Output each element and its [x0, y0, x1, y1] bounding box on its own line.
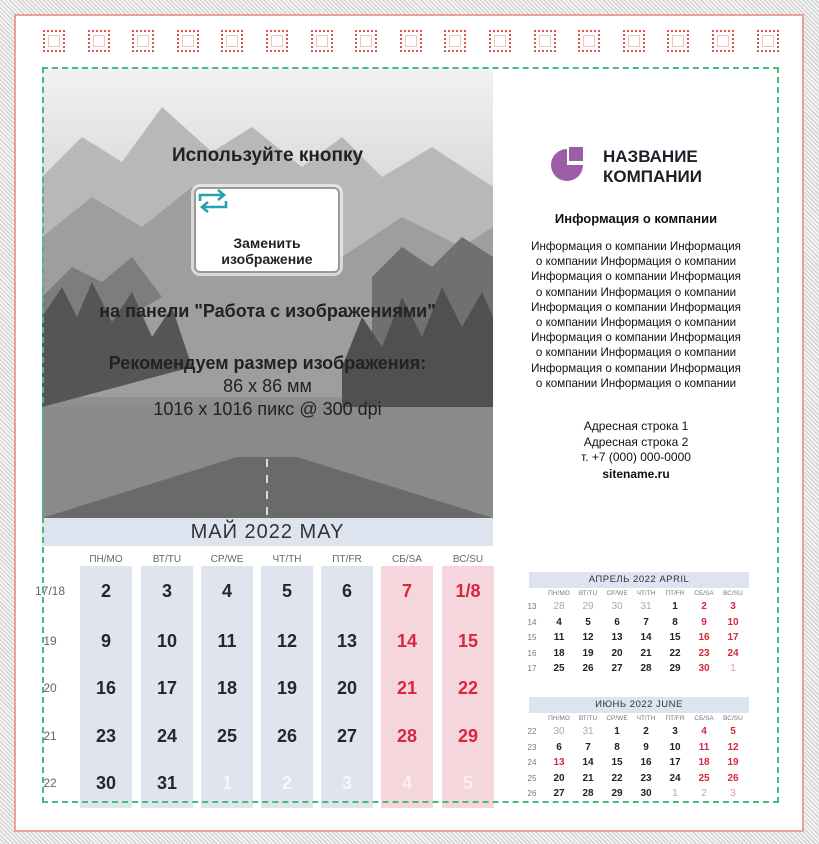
- mini-week-number: 17: [527, 664, 537, 673]
- binding-hole: [132, 30, 154, 52]
- binding-hole: [757, 30, 779, 52]
- week-number: 21: [43, 729, 57, 743]
- binding-hole: [712, 30, 734, 52]
- replace-image-button[interactable]: [194, 187, 340, 273]
- binding-hole: [489, 30, 511, 52]
- mini-day-cell[interactable]: 24: [669, 772, 681, 784]
- day-cell[interactable]: 10: [141, 616, 193, 666]
- mini-day-cell[interactable]: 21: [582, 772, 594, 784]
- mini-day-cell[interactable]: 17: [727, 632, 739, 643]
- mini-day-cell[interactable]: 8: [614, 741, 620, 753]
- mini-day-cell[interactable]: 18: [553, 647, 565, 659]
- mini-day-cell[interactable]: 24: [727, 647, 739, 659]
- mini-day-cell[interactable]: 19: [727, 757, 739, 768]
- binding-holes: [16, 30, 802, 54]
- binding-hole: [400, 30, 422, 52]
- day-cell[interactable]: 12: [261, 616, 313, 666]
- binding-hole: [43, 30, 65, 52]
- mini-day-cell[interactable]: 23: [640, 772, 652, 784]
- size-px: 1016 x 1016 пикс @ 300 dpi: [153, 399, 382, 419]
- info-line: Информация о компании Информация: [531, 361, 741, 375]
- day-cell[interactable]: 14: [381, 616, 433, 666]
- mini-day-cell[interactable]: 29: [582, 601, 594, 612]
- mini-day-cell[interactable]: 28: [640, 663, 652, 674]
- mini-day-cell[interactable]: 30: [698, 663, 710, 674]
- week-number: 20: [43, 681, 57, 695]
- mountain-road-image: [42, 67, 493, 518]
- size-mm: 86 x 86 мм: [223, 376, 312, 396]
- binding-hole: [623, 30, 645, 52]
- mini-day-cell[interactable]: 16: [698, 632, 710, 643]
- mini-day-cell[interactable]: 30: [611, 601, 623, 612]
- mini-day-cell[interactable]: 3: [672, 726, 678, 737]
- address-line-2: Адресная строка 2: [583, 434, 689, 449]
- day-cell[interactable]: 11: [201, 616, 253, 666]
- mini-weekday-label: СР/WE: [606, 715, 628, 722]
- address-line-1: Адресная строка 1: [583, 419, 689, 433]
- day-cell[interactable]: 5: [261, 566, 313, 616]
- mini-day-cell[interactable]: 30: [640, 788, 652, 799]
- mini-day-cell[interactable]: 11: [553, 632, 565, 643]
- weekday-label: ПТ/FR: [332, 554, 362, 565]
- mini-day-cell[interactable]: 22: [669, 647, 681, 659]
- week-number: 17/18: [34, 584, 66, 598]
- mini-day-cell[interactable]: 1: [614, 726, 620, 737]
- mini-day-cell[interactable]: 4: [556, 616, 562, 628]
- mini-day-cell[interactable]: 9: [643, 741, 649, 753]
- panel-hint-text: на панели "Работа с изображениями": [99, 301, 436, 321]
- weekday-label: СБ/SA: [392, 554, 422, 565]
- mini-day-cell[interactable]: 31: [582, 726, 594, 737]
- replace-image-label: Заменить изображение: [221, 235, 313, 267]
- day-cell[interactable]: 22: [442, 663, 494, 713]
- mini-day-cell[interactable]: 5: [585, 616, 591, 628]
- binding-hole: [667, 30, 689, 52]
- mini-weekday-label: СР/WE: [606, 590, 628, 597]
- mini-day-cell[interactable]: 8: [672, 616, 678, 628]
- mini-weekday-label: СБ/SA: [694, 715, 714, 722]
- week-number: 22: [43, 776, 57, 790]
- replace-arrows-icon: [196, 189, 230, 213]
- day-cell[interactable]: 30: [80, 758, 132, 808]
- mini-day-cell[interactable]: 20: [553, 772, 565, 784]
- mini-day-cell[interactable]: 3: [730, 788, 736, 799]
- photo-placeholder[interactable]: [42, 67, 493, 518]
- company-logo-icon: [547, 145, 587, 185]
- day-cell[interactable]: 2: [261, 758, 313, 808]
- mini-day-cell[interactable]: 22: [611, 772, 623, 784]
- mini-day-cell[interactable]: 17: [669, 757, 681, 768]
- mini-week-number: 15: [527, 633, 537, 642]
- mini-weekday-label: ВТ/TU: [578, 590, 598, 597]
- day-cell[interactable]: 20: [321, 663, 373, 713]
- info-line: Информация о компании Информация: [531, 300, 741, 314]
- day-cell[interactable]: 18: [201, 663, 253, 713]
- mini-weekday-label: ПТ/FR: [665, 590, 685, 597]
- day-cell[interactable]: 3: [141, 566, 193, 616]
- mini-day-cell[interactable]: 2: [701, 788, 707, 799]
- mini-day-cell[interactable]: 29: [611, 788, 623, 799]
- binding-hole: [355, 30, 377, 52]
- day-cell[interactable]: 2: [80, 566, 132, 616]
- weekday-label: ВТ/TU: [152, 554, 182, 565]
- mini-day-cell[interactable]: 27: [553, 788, 565, 799]
- day-cell[interactable]: 9: [80, 616, 132, 666]
- weekday-label: СР/WE: [210, 554, 244, 565]
- mini-day-cell[interactable]: 5: [730, 726, 736, 737]
- weekday-label: ПН/MO: [89, 554, 123, 565]
- mini-day-cell[interactable]: 10: [727, 616, 739, 628]
- mini-week-number: 16: [527, 648, 537, 658]
- mini-week-number: 23: [527, 742, 537, 752]
- mini-day-cell[interactable]: 31: [640, 601, 652, 612]
- instruction-text: Используйте кнопку: [171, 145, 364, 166]
- day-cell[interactable]: 28: [381, 711, 433, 761]
- mini-day-cell[interactable]: 11: [698, 741, 710, 753]
- mini-weekday-label: СБ/SA: [694, 590, 714, 597]
- mini-day-cell[interactable]: 26: [727, 772, 739, 784]
- day-cell[interactable]: 31: [141, 758, 193, 808]
- mini-day-cell[interactable]: 15: [669, 632, 681, 643]
- day-cell[interactable]: 4: [381, 758, 433, 808]
- day-cell[interactable]: 7: [381, 566, 433, 616]
- mini-day-cell[interactable]: 29: [669, 663, 681, 674]
- main-calendar-title: МАЙ 2022 MAY: [42, 518, 493, 546]
- mini-day-cell[interactable]: 28: [553, 601, 565, 612]
- day-cell[interactable]: 23: [80, 711, 132, 761]
- mini-day-cell[interactable]: 4: [701, 726, 707, 737]
- mini-day-cell[interactable]: 1: [672, 788, 678, 799]
- binding-hole: [177, 30, 199, 52]
- mini-day-cell[interactable]: 13: [611, 632, 623, 643]
- binding-hole: [534, 30, 556, 52]
- mini-calendar-june: [529, 697, 749, 807]
- mini-day-cell[interactable]: 9: [701, 616, 707, 628]
- mini-weekday-label: ПН/MO: [548, 715, 570, 722]
- mini-weekday-label: ПН/MO: [548, 590, 570, 597]
- day-cell[interactable]: 16: [80, 663, 132, 713]
- mini-calendar-april: [529, 572, 749, 682]
- mini-day-cell[interactable]: 15: [611, 757, 623, 768]
- mini-calendar-title: ИЮНЬ 2022 JUNE: [529, 697, 749, 713]
- day-cell[interactable]: 17: [141, 663, 193, 713]
- day-cell[interactable]: 29: [442, 711, 494, 761]
- mini-day-cell[interactable]: 2: [643, 726, 649, 737]
- day-cell[interactable]: 27: [321, 711, 373, 761]
- mini-day-cell[interactable]: 1: [730, 663, 736, 674]
- info-line: о компании Информация о компании: [535, 285, 737, 299]
- mini-week-number: 26: [527, 789, 537, 798]
- weekday-label: ВС/SU: [452, 554, 484, 565]
- day-cell[interactable]: 1: [201, 758, 253, 808]
- mini-day-cell[interactable]: 14: [582, 757, 594, 768]
- mini-week-number: 25: [527, 773, 537, 783]
- day-cell[interactable]: 24: [141, 711, 193, 761]
- day-cell[interactable]: 4: [201, 566, 253, 616]
- binding-hole: [578, 30, 600, 52]
- mini-day-cell[interactable]: 30: [553, 726, 565, 737]
- mini-day-cell[interactable]: 3: [730, 601, 736, 612]
- mini-weekday-label: ВС/SU: [723, 715, 743, 722]
- mini-weekday-label: ЧТ/TH: [636, 715, 656, 722]
- weekday-label: ЧТ/TH: [272, 554, 302, 565]
- info-line: Информация о компании Информация: [531, 240, 741, 253]
- binding-hole: [88, 30, 110, 52]
- mini-weekday-label: ПТ/FR: [665, 715, 685, 722]
- mini-day-cell[interactable]: 6: [556, 741, 562, 753]
- mini-day-cell[interactable]: 7: [585, 741, 591, 753]
- mini-day-cell[interactable]: 16: [640, 757, 652, 768]
- company-address: [493, 419, 779, 482]
- mini-calendar-title: АПРЕЛЬ 2022 APRIL: [529, 572, 749, 588]
- info-line: о компании Информация о компании: [535, 376, 737, 390]
- mini-week-number: 22: [527, 727, 537, 736]
- mini-week-number: 13: [527, 602, 537, 611]
- mini-day-cell[interactable]: 2: [701, 601, 707, 612]
- company-info-text: [515, 239, 757, 391]
- mini-day-cell[interactable]: 20: [611, 647, 623, 659]
- mini-day-cell[interactable]: 14: [640, 632, 652, 643]
- mini-day-cell[interactable]: 19: [582, 647, 594, 659]
- mini-day-cell[interactable]: 7: [643, 616, 649, 628]
- binding-hole: [221, 30, 243, 52]
- info-line: о компании Информация о компании: [535, 316, 737, 330]
- mini-day-cell[interactable]: 10: [669, 741, 681, 753]
- mini-day-cell[interactable]: 12: [582, 632, 594, 643]
- mini-day-cell[interactable]: 18: [698, 757, 710, 768]
- week-number: 19: [43, 634, 57, 648]
- info-line: о компании Информация о компании: [535, 346, 737, 360]
- mini-day-cell[interactable]: 26: [582, 663, 594, 674]
- day-cell[interactable]: 15: [442, 616, 494, 666]
- info-line: Информация о компании Информация: [531, 270, 741, 284]
- company-info-title: Информация о компании: [554, 211, 718, 226]
- binding-hole: [444, 30, 466, 52]
- recommended-size: [42, 352, 493, 421]
- info-line: Информация о компании Информация: [531, 331, 741, 345]
- day-cell[interactable]: 13: [321, 616, 373, 666]
- mini-weekday-label: ВС/SU: [723, 590, 743, 597]
- mini-day-cell[interactable]: 21: [640, 647, 652, 659]
- recommend-title: Рекомендуем размер изображения:: [108, 353, 427, 373]
- mini-week-number: 14: [527, 617, 537, 627]
- day-cell[interactable]: 6: [321, 566, 373, 616]
- mini-day-cell[interactable]: 23: [698, 647, 710, 659]
- mini-day-cell[interactable]: 28: [582, 788, 594, 799]
- mini-day-cell[interactable]: 25: [553, 663, 565, 674]
- company-name: НАЗВАНИЕ КОМПАНИИ: [603, 147, 702, 186]
- day-cell[interactable]: 1/8: [442, 566, 494, 616]
- day-cell[interactable]: 19: [261, 663, 313, 713]
- day-cell[interactable]: 26: [261, 711, 313, 761]
- phone: т. +7 (000) 000-0000: [581, 450, 691, 464]
- day-cell[interactable]: 25: [201, 711, 253, 761]
- mini-weekday-label: ВТ/TU: [578, 715, 598, 722]
- day-cell[interactable]: 5: [442, 758, 494, 808]
- binding-hole: [311, 30, 333, 52]
- binding-hole: [266, 30, 288, 52]
- mini-weekday-label: ЧТ/TH: [636, 590, 656, 597]
- mini-day-cell[interactable]: 27: [611, 663, 623, 674]
- mini-day-cell[interactable]: 13: [553, 757, 565, 768]
- mini-day-cell[interactable]: 12: [727, 741, 739, 753]
- mini-week-number: 24: [527, 758, 537, 767]
- day-cell[interactable]: 21: [381, 663, 433, 713]
- website-link[interactable]: sitename.ru: [602, 466, 670, 481]
- info-line: о компании Информация о компании: [535, 255, 737, 269]
- mini-day-cell[interactable]: 25: [698, 772, 710, 784]
- day-cell[interactable]: 3: [321, 758, 373, 808]
- mini-day-cell[interactable]: 1: [672, 601, 678, 612]
- mini-day-cell[interactable]: 6: [614, 616, 620, 628]
